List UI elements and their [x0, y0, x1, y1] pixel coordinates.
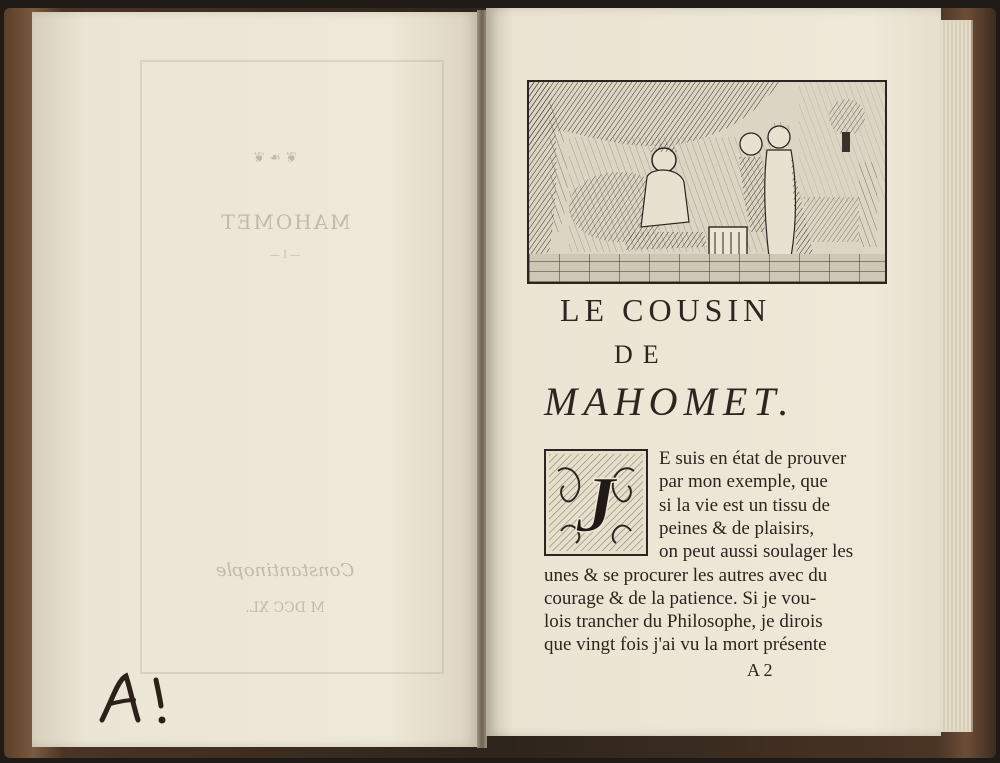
page-edges: [941, 20, 973, 732]
text-line-8: lois trancher du Philosophe, je dirois: [544, 611, 823, 632]
engraving-vignette: [527, 80, 887, 284]
text-line-6: unes & se procurer les autres avec du: [544, 565, 828, 586]
show-through-city: Constantinople: [215, 560, 355, 581]
signature-mark: A 2: [747, 660, 773, 680]
handwritten-shelfmark: [98, 670, 178, 730]
text-line-7: courage & de la patience. Si je vou-: [544, 588, 817, 609]
title-line-3: MAHOMET.: [544, 379, 795, 424]
show-through-title: MAHOMET: [219, 210, 351, 234]
show-through-date: M DCC XL.: [245, 600, 325, 616]
show-through-subtitle: — I —: [269, 250, 301, 261]
text-line-3: si la vie est un tissu de: [659, 495, 830, 516]
text-line-5: on peut aussi soulager les: [659, 541, 854, 562]
text-line-9: que vingt fois j'ai vu la mort présente: [544, 634, 827, 655]
text-line-4: peines & de plaisirs,: [659, 518, 815, 539]
drop-cap-initial: [544, 449, 648, 556]
text-line-1: E suis en état de prouver: [659, 448, 847, 469]
title-line-2: DE: [614, 340, 669, 369]
text-line-2: par mon exemple, que: [659, 471, 828, 492]
show-through-ornament: ❦ ❧ ❦: [252, 150, 298, 166]
drop-cap-letter: J: [576, 461, 616, 549]
title-line-1: LE COUSIN: [560, 292, 772, 328]
